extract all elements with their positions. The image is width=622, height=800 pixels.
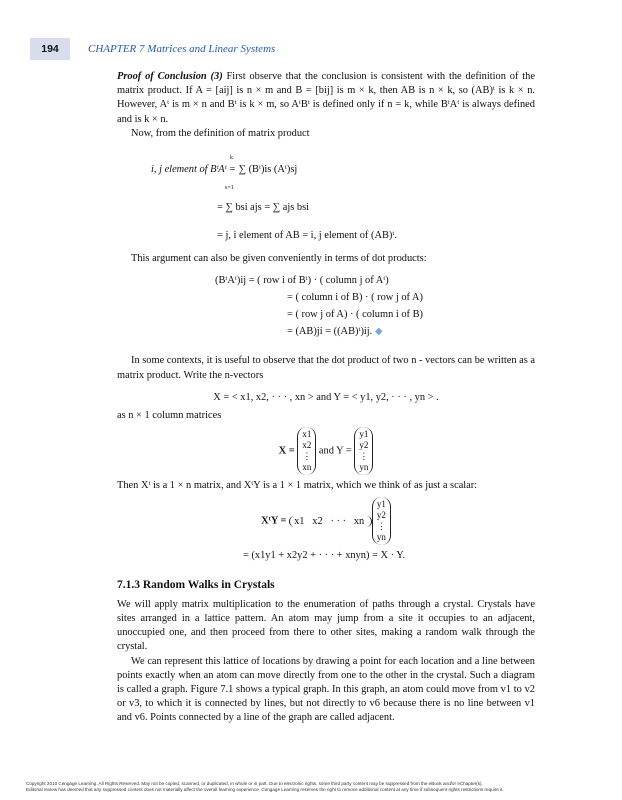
- eq1-sum: ∑ (Bᵗ)is (Aᵗ)sj: [238, 164, 298, 176]
- page-number: 194: [30, 38, 70, 60]
- x-entry: x2: [302, 440, 312, 451]
- xty-equation: [117, 497, 535, 545]
- vectors-definition: X = < x1, x2, · · · , xn > and Y = < y1, y2, · · · , yn > .: [213, 391, 439, 403]
- as-columns-text: as n × 1 column matrices: [117, 410, 222, 422]
- y-entry: y2: [359, 440, 369, 451]
- x-entry: xn: [302, 462, 312, 473]
- proof-paragraph: [117, 70, 535, 127]
- y-entry: yn: [359, 462, 369, 473]
- footer-line-2: Editorial review has deemed that any suppressed content does not materially affect the overall learning experience. Cengage Learning reserves the right to remove additional content at any time if subsequent rights restrictions require it.: [26, 787, 504, 792]
- eq1-left: i, j element of BᵗAᵗ =: [151, 164, 236, 176]
- end-of-proof-icon: ◆: [374, 326, 383, 338]
- copyright-footer: [26, 781, 596, 793]
- vectors-paragraph: In some contexts, it is useful to observe that the dot product of two n - vectors can be written as a matrix product. Write the n-vectors: [117, 355, 535, 381]
- dot-line-3: = ( row j of A) · ( column i of B): [287, 309, 424, 321]
- row-entry: x1: [294, 515, 305, 527]
- sum-upper: k: [230, 155, 233, 162]
- row-entry: xn: [353, 515, 365, 527]
- equation-block-1: [117, 145, 535, 215]
- dot-line-2: = ( column i of B) · ( row j of A): [287, 292, 424, 304]
- proof-lead: Proof of Conclusion (3): [117, 71, 223, 82]
- x-entry: x1: [302, 429, 312, 440]
- y-entry: ⋮: [376, 521, 386, 532]
- proof-paragraph-2: Now, from the definition of matrix product: [131, 127, 310, 139]
- section-title: 7.1.3 Random Walks in Crystals: [117, 578, 275, 591]
- page-body: [117, 70, 535, 726]
- y-entry: y1: [376, 499, 386, 510]
- x-column-matrix: [297, 427, 316, 475]
- sum-lower: s=1: [225, 185, 234, 192]
- row-entry: · · ·: [330, 515, 347, 527]
- dot-intro: This argument can also be given conveniently in terms of dot products:: [131, 253, 427, 265]
- x-row-matrix: [289, 516, 372, 527]
- xty-result: = (x1y1 + x2y2 + · · · + xnyn) = X · Y.: [243, 550, 406, 562]
- dot-line-4: = (AB)ji = ((AB)ᵗ)ij.: [287, 326, 373, 338]
- dot-line-1: (BᵗAᵗ)ij = ( row i of Bᵗ) · ( column j of Aᵗ): [215, 275, 389, 287]
- y-entry: y2: [376, 510, 386, 521]
- y-entry: yn: [376, 532, 386, 543]
- y-column-matrix: [354, 427, 373, 475]
- and-y-label: and Y =: [318, 445, 352, 457]
- then-text: Then Xᵗ is a 1 × n matrix, and XᵗY is a 1 × 1 matrix, which we think of as just a scalar:: [117, 480, 478, 492]
- page-header: [0, 38, 622, 60]
- column-matrices: [117, 427, 535, 475]
- proof-text: First observe that the conclusion is consistent with the definition of the matrix product. If A = [aij] is n × m and B = [bij] is m × k, then AB is n × k, so (AB)ᵗ is k × n. However, Aᵗ is m × n and Bᵗ is k × m, so AᵗBᵗ is defined only if n = k, while BᵗAᵗ is always defined and is k × n.: [117, 71, 535, 125]
- y-entry: ⋮: [359, 451, 369, 462]
- running-head: CHAPTER 7 Matrices and Linear Systems: [88, 43, 276, 55]
- y-column-matrix-2: [372, 497, 391, 545]
- section-paragraph-1: We will apply matrix multiplication to the enumeration of paths through a crystal. Crystals have sites arranged in a lattice pattern. An atom may jump from a site it occupies to an adjacent, unoccupied one, and then proceed from there to other sites, making a random walk through the crystal.: [117, 598, 535, 653]
- dot-equations: [117, 272, 535, 340]
- eq2: = ∑ bsi ajs = ∑ ajs bsi: [217, 202, 310, 214]
- section-paragraph-2: We can represent this lattice of locations by drawing a point for each location and a line between points exactly when an atom can move directly from one to the other in the crystal. Such a diagram is called a graph. Figure 7.1 shows a typical graph. In this graph, an atom could move from v1 to v2 or v3, to which it is connected by lines, but not directly to v6 because there is no line between v1 and v6. Points connected by a line of the graph are called adjacent.: [117, 655, 535, 724]
- xty-label: XᵗY =: [261, 515, 287, 527]
- y-entry: y1: [359, 429, 369, 440]
- eq3: = j, i element of AB = i, j element of (AB)ᵗ.: [217, 230, 397, 242]
- x-entry: ⋮: [302, 451, 312, 462]
- footer-line-1: Copyright 2010 Cengage Learning. All Rights Reserved. May not be copied, scanned, or duplicated, in whole or in part. Due to electronic rights, some third party content may be suppressed from the eBook and/or eChapter(s).: [26, 781, 483, 786]
- row-entry: x2: [312, 515, 323, 527]
- x-label: X =: [278, 445, 295, 457]
